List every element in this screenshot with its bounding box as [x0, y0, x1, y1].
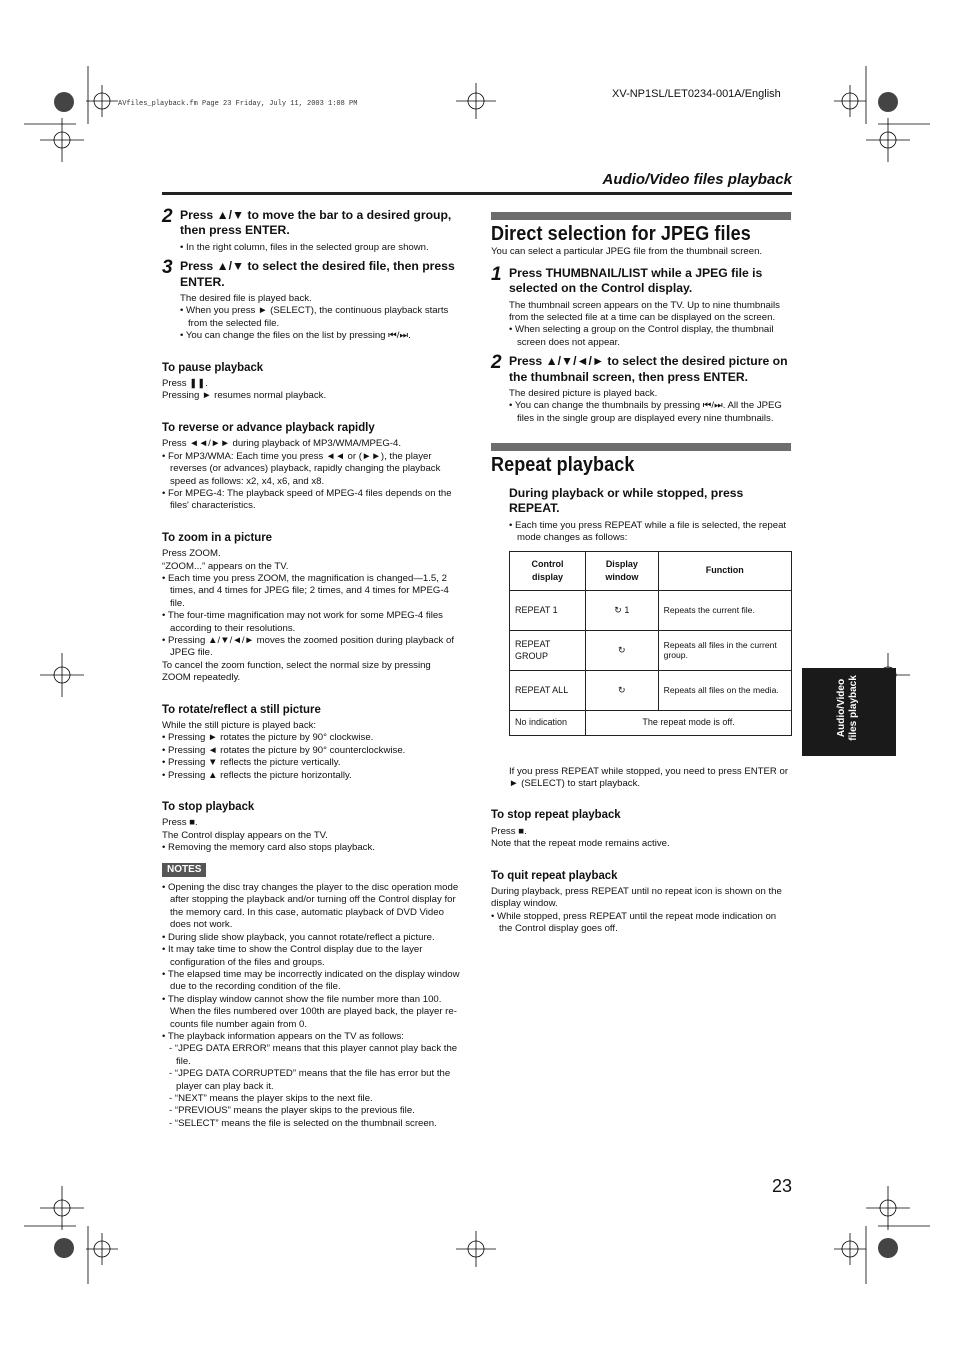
step-title: Press ▲/▼/◄/► to select the desired picture on the thumbnail screen, then press ENTER. — [509, 354, 788, 384]
bullet: • When selecting a group on the Control display, the thumbnail screen does not appear. — [509, 324, 774, 348]
heading-repeat: Repeat playback — [491, 454, 635, 477]
bullet: • Pressing ► rotates the picture by 90° clockwise. — [162, 732, 374, 744]
bullet: • Pressing ◄ rotates the picture by 90° counterclockwise. — [162, 744, 406, 756]
text: Pressing ► resumes normal playback. — [162, 390, 327, 402]
text: Press ■. — [162, 817, 198, 829]
bullet: • Each time you press ZOOM, the magnification is changed—1.5, 2 times, and 4 times for JPEG file; 2 times, and 4 times for MPEG-4 file. — [162, 572, 449, 609]
bullet: • For MP3/WMA: Each time you press ◄◄ or (►►), the player reverses (or advances) playback, rapidly changing the playback speed as follows: x2, x4, x6, and x8. — [162, 450, 441, 487]
step-number: 2 — [162, 206, 173, 227]
text: If you press REPEAT while stopped, you need to press ENTER or ► (SELECT) to start playback. — [509, 765, 789, 789]
note: • The playback information appears on the TV as follows: — [162, 1030, 404, 1042]
text: Press ZOOM. — [162, 548, 221, 560]
left-column — [162, 205, 462, 1130]
repeat-icon: ↻ — [618, 684, 626, 695]
heading-bar — [491, 212, 791, 220]
table-row: REPEAT 1 ↻ 1 Repeats the current file. — [510, 590, 792, 630]
table-row: No indication The repeat mode is off. — [510, 710, 792, 735]
note-dash: - “SELECT” means the file is selected on the thumbnail screen. — [169, 1117, 437, 1129]
bullet: • The four-time magnification may not work for some MPEG-4 files according to their resolutions. — [162, 610, 443, 634]
header-rule — [162, 192, 792, 195]
bullet: • You can change the files on the list by pressing ⏮/⏭. — [180, 330, 411, 342]
subheading-quit-repeat: To quit repeat playback — [491, 867, 618, 882]
note: • Opening the disc tray changes the player to the disc operation mode after stopping the playback and/or turning off the Control display for the memory card. In this case, automatic playback of DVD Video does not work. — [162, 882, 459, 931]
note: • It may take time to show the Control display due to the layer configuration of the files and groups. — [162, 944, 423, 968]
bullet: • Pressing ▲/▼/◄/► moves the zoomed position during playback of JPEG file. — [162, 634, 454, 659]
note: • The elapsed time may be incorrectly indicated on the display window due to the recording condition of the file. — [162, 968, 460, 993]
bullet: • Pressing ▼ reflects the picture vertically. — [162, 757, 341, 769]
text: Press ■. — [491, 825, 527, 837]
text: The Control display appears on the TV. — [162, 829, 328, 841]
bullet: • While stopped, press REPEAT until the repeat mode indication on the Control display goes off. — [491, 910, 777, 935]
subheading-stop-repeat: To stop repeat playback — [491, 807, 621, 822]
intro: You can select a particular JPEG file from the thumbnail screen. — [491, 246, 763, 258]
side-tab — [802, 668, 896, 756]
heading-bar — [491, 443, 791, 451]
step-title: Press THUMBNAIL/LIST while a JPEG file is selected on the Control display. — [509, 265, 763, 296]
step-3 — [162, 258, 462, 290]
note-dash: - “JPEG DATA ERROR” means that this player cannot play back the file. — [169, 1043, 458, 1067]
subheading-stop: To stop playback — [162, 799, 255, 814]
step-text: The desired file is played back. — [180, 293, 312, 305]
header-control-display: Control display — [510, 551, 586, 590]
text: Press ◄◄/►► during playback of MP3/WMA/MPEG-4. — [162, 438, 401, 450]
lead-instruction: During playback or while stopped, press REPEAT. — [509, 485, 744, 515]
step-title: Press ▲/▼ to select the desired file, then press ENTER. — [180, 259, 455, 289]
step-2 — [162, 207, 462, 239]
step-title: Press ▲/▼ to move the bar to a desired group, then press ENTER. — [180, 208, 452, 238]
bullet: • For MPEG-4: The playback speed of MPEG-4 files depends on the files' characteristics. — [162, 487, 452, 512]
subheading-pause: To pause playback — [162, 359, 264, 374]
side-tab-label: Audio/Video files playback — [836, 675, 859, 741]
step-number: 1 — [491, 263, 502, 285]
step-text: The thumbnail screen appears on the TV. Up to nine thumbnails from the selected file at a time can be displayed on the screen. — [509, 299, 780, 324]
bullet: • Each time you press REPEAT while a file is selected, the repeat mode changes as follows: — [509, 519, 787, 544]
repeat-mode-table — [509, 551, 792, 736]
bullet: • In the right column, files in the selected group are shown. — [180, 241, 429, 253]
repeat-icon: ↻ — [618, 644, 626, 655]
note: • The display window cannot show the file number more than 100. When the files numbered over 100th are played back, the player re-counts file number again from 0. — [162, 993, 457, 1030]
bullet: • Pressing ▲ reflects the picture horizontally. — [162, 769, 352, 781]
header-display-window: Display window — [586, 551, 659, 590]
repeat-icon: ↻ — [614, 604, 622, 615]
text: Note that the repeat mode remains active. — [491, 838, 670, 850]
bullet: • You can change the thumbnails by pressing ⏮/⏭. All the JPEG files in the single group are displayed every nine thumbnails. — [509, 400, 782, 424]
subheading-zoom: To zoom in a picture — [162, 529, 272, 544]
note-dash: - “PREVIOUS” means the player skips to the previous file. — [169, 1105, 415, 1117]
header-function: Function — [658, 551, 791, 590]
text: While the still picture is played back: — [162, 720, 317, 731]
heading-jpeg: Direct selection for JPEG files — [491, 223, 751, 245]
subheading-rotate: To rotate/reflect a still picture — [162, 701, 321, 716]
note-dash: - “NEXT” means the player skips to the next file. — [169, 1092, 373, 1104]
text: Press ❚❚. — [162, 378, 208, 390]
step-number: 2 — [491, 352, 502, 374]
table-row: REPEAT ALL ↻ Repeats all files on the media. — [510, 670, 792, 710]
right-column — [491, 212, 791, 936]
bullet: • When you press ► (SELECT), the continuous playback starts from the selected file. — [180, 305, 449, 329]
step-number: 3 — [162, 257, 173, 279]
text: “ZOOM...” appears on the TV. — [162, 560, 289, 572]
file-info: AVfiles_playback.fm Page 23 Friday, July 11, 2003 1:08 PM — [118, 100, 358, 108]
text: During playback, press REPEAT until no repeat icon is shown on the display window. — [491, 885, 782, 910]
bullet: • Removing the memory card also stops playback. — [162, 842, 375, 854]
page-number: 23 — [772, 1176, 793, 1196]
section-title: Audio/Video files playback — [602, 171, 792, 188]
step-2 — [491, 353, 791, 385]
note: • During slide show playback, you cannot rotate/reflect a picture. — [162, 931, 435, 943]
text: To cancel the zoom function, select the normal size by pressing ZOOM repeatedly. — [162, 659, 431, 684]
note-dash: - “JPEG DATA CORRUPTED” means that the file has error but the player can play back it. — [169, 1068, 451, 1092]
step-1 — [491, 265, 791, 297]
step-text: The desired picture is played back. — [509, 388, 658, 400]
table-row: REPEAT GROUP ↻ Repeats all files in the current group. — [510, 630, 792, 670]
document-id: XV-NP1SL/LET0234-001A/English — [612, 88, 781, 100]
subheading-reverse: To reverse or advance playback rapidly — [162, 419, 375, 434]
notes-label: NOTES — [162, 863, 206, 877]
